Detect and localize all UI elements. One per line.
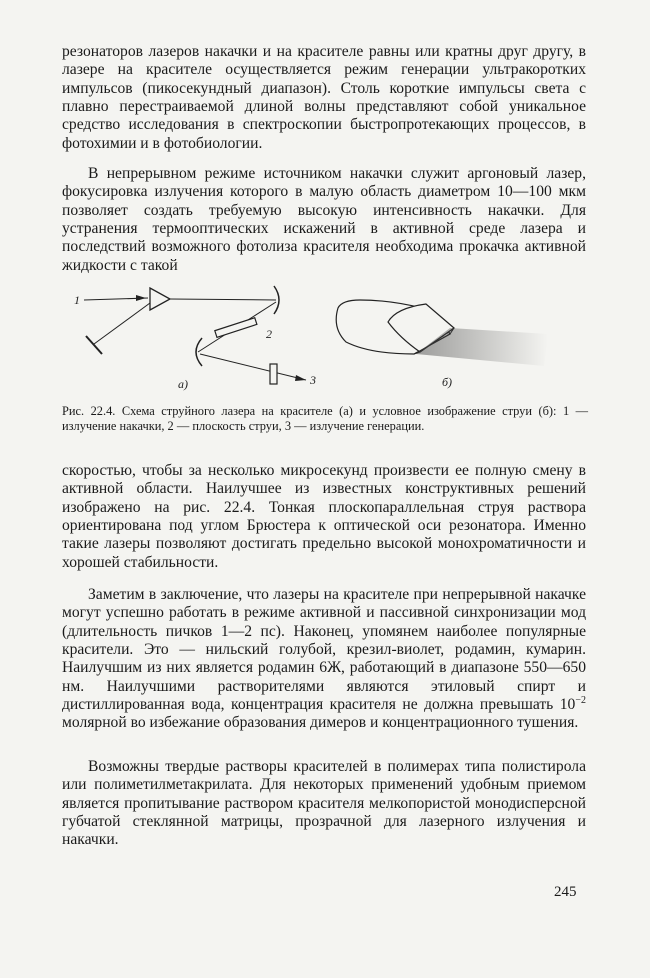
paragraph-4-text-a: Заметим в заключение, что лазеры на красителе при непрерывной накачке могут успешно работать в режиме активной и пассивной синхронизации мод (длительность пичков 1—2 пс). Наконец, упомянем наиболее популярные красители. Это — нильский голубой, крезил-виолет, родамин, кумарин. Наилучшим из них является родамин 6Ж, работающий в диапазоне 550—650 нм. Наилучшими растворителями являются этиловый спирт и дистиллированная вода, концентрация красителя не должна превышать 10 [62,586,586,714]
paragraph-5: Возможны твердые растворы красителей в полимерах типа полистирола или полиметилметакрилата. Для некоторых применений удобным приемом является пропитывание раствором красителя мелкопористой монодисперсной губчатой стеклянной матрицы, прозрачной для лазерного излучения и накачки. [62,758,586,849]
pump-beam-arrow [84,295,148,301]
exponent: −2 [575,695,586,707]
figure-drawing [70,278,590,400]
paragraph-3: скоростью, чтобы за несколько микросекунд произвести ее полную смену в активной области. Наилучшее из известных конструктивных решений изображено на рис. 22.4. Тонкая плоскопараллельная струя раствора ориентирована под углом Брюстера к оптической оси резонатора. Именно такие лазеры позволяют достигать предельно высокой монохроматичности и хорошей стабильности. [62,462,586,571]
paragraph-2: В непрерывном режиме источником накачки служит аргоновый лазер, фокусировка излучения которого в малую область диаметром 10—100 мкм позволяет создать требуемую высокую интенсивность накачки. Для устранения термооптических искажений в активной среде лазера и последствий возможного фотолиза красителя необходима прокачка активной жидкости с такой [62,165,586,274]
jet-nozzle-drawing [336,300,548,366]
pump-reflect-beam [94,303,150,344]
paragraph-4-text-b: молярной во избежание образования димеров и концентрационного тушения. [62,714,579,732]
label-3: 3 [310,373,316,387]
panel-a-label: а) [178,377,188,391]
output-coupler [270,364,277,384]
left-mirror [196,338,202,366]
paragraph-1: резонаторов лазеров накачки и на красителе равны или кратны друг другу, в лазере на красителе осуществляется режим генерации ультракоротких импульсов (пикосекундный диапазон). Столь короткие импульсы света с плавно перестраиваемой длиной волны представляют собой уникальное средство исследования в спектроскопии быстропротекающих процессов, в фотохимии и в фотобиологии. [62,43,586,152]
paragraph-4 [62,586,586,733]
figure-22-4 [70,278,590,400]
focusing-prism [150,288,170,310]
label-2: 2 [266,327,272,341]
figure-caption: Рис. 22.4. Схема струйного лазера на красителе (а) и условное изображение струи (б): 1 — излучение накачки, 2 — плоскость струи, 3 — излучение генерации. [62,404,588,433]
panel-b-label: б) [442,375,453,389]
label-1: 1 [74,293,80,307]
lower-mirror [86,336,102,354]
output-beam [200,354,306,380]
page-number: 245 [554,884,577,900]
cavity-beam-top [170,299,276,300]
dye-jet-plane [215,318,257,338]
